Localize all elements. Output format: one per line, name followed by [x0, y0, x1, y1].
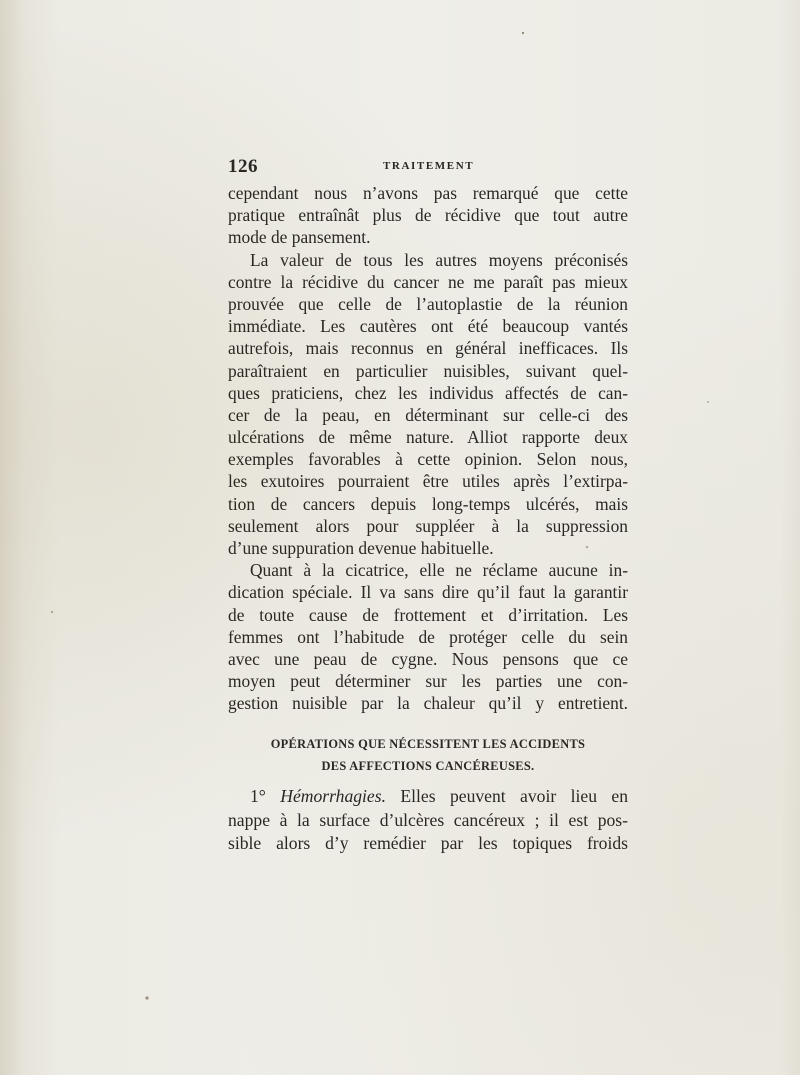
text-line: paraîtraient en particulier nuisibles, suivant quel- — [228, 360, 628, 381]
section-body-text — [228, 785, 628, 856]
text-line: ulcérations de même nature. Alliot rapporte deux — [228, 427, 628, 448]
page-header — [228, 156, 638, 178]
text-line: de toute cause de frottement et d’irritation. Les — [228, 604, 628, 625]
text-line — [228, 785, 628, 809]
text-line: seulement alors pour suppléer à la suppression — [228, 515, 628, 536]
section-title-line-1: OPÉRATIONS QUE NÉCESSITENT LES ACCIDENTS — [270, 737, 586, 751]
item-heading: Hémorrhagies. — [280, 786, 386, 806]
text-line: femmes ont l’habitude de protéger celle du sein — [228, 626, 628, 647]
running-head: TRAITEMENT — [383, 160, 475, 172]
text-line: pratique entraînât plus de récidive que tout autre — [228, 205, 628, 226]
text-line: immédiate. Les cautères ont été beaucoup vantés — [228, 316, 628, 337]
text-line: moyen peut déterminer sur les parties une con- — [228, 671, 628, 692]
text-line: gestion nuisible par la chaleur qu’il y entretient. — [228, 693, 628, 714]
text-line: dication spéciale. Il va sans dire qu’il faut la garantir — [228, 582, 628, 603]
body-text — [228, 182, 628, 715]
text-line: Quant à la cicatrice, elle ne réclame aucune in- — [250, 560, 628, 581]
text-line: nappe à la surface d’ulcères cancéreux ; il est pos- — [228, 809, 628, 830]
text-line: autrefois, mais reconnus en général inefficaces. Ils — [228, 338, 628, 359]
text-line: mode de pansement. — [228, 227, 371, 248]
text-line: sible alors d’y remédier par les topiques froids — [228, 833, 628, 853]
text-line: contre la récidive du cancer ne me paraît pas mieux — [228, 271, 628, 292]
text-line: d’une suppuration devenue habituelle. — [228, 538, 494, 558]
section-title-line-2: DES AFFECTIONS CANCÉREUSES. — [321, 759, 535, 773]
text-line: tion de cancers depuis long-temps ulcérés, mais — [228, 493, 628, 514]
item-text: Elles peuvent avoir lieu en — [400, 786, 628, 806]
text-line: les exutoires pourraient être utiles après l’extirpa- — [228, 471, 628, 492]
text-line: exemples favorables à cette opinion. Selon nous, — [228, 449, 628, 470]
text-line: prouvée que celle de l’autoplastie de la réunion — [228, 293, 628, 314]
text-line: cer de la peau, en déterminant sur celle-ci des — [228, 404, 628, 425]
text-line: La valeur de tous les autres moyens préconisés — [250, 249, 628, 270]
item-number: 1° — [250, 786, 266, 806]
text-line: cependant nous n’avons pas remarqué que cette — [228, 183, 628, 203]
page-number: 126 — [228, 156, 258, 177]
text-line: avec une peau de cygne. Nous pensons que ce — [228, 648, 628, 669]
text-line: ques praticiens, chez les individus affectés de can- — [228, 382, 628, 403]
